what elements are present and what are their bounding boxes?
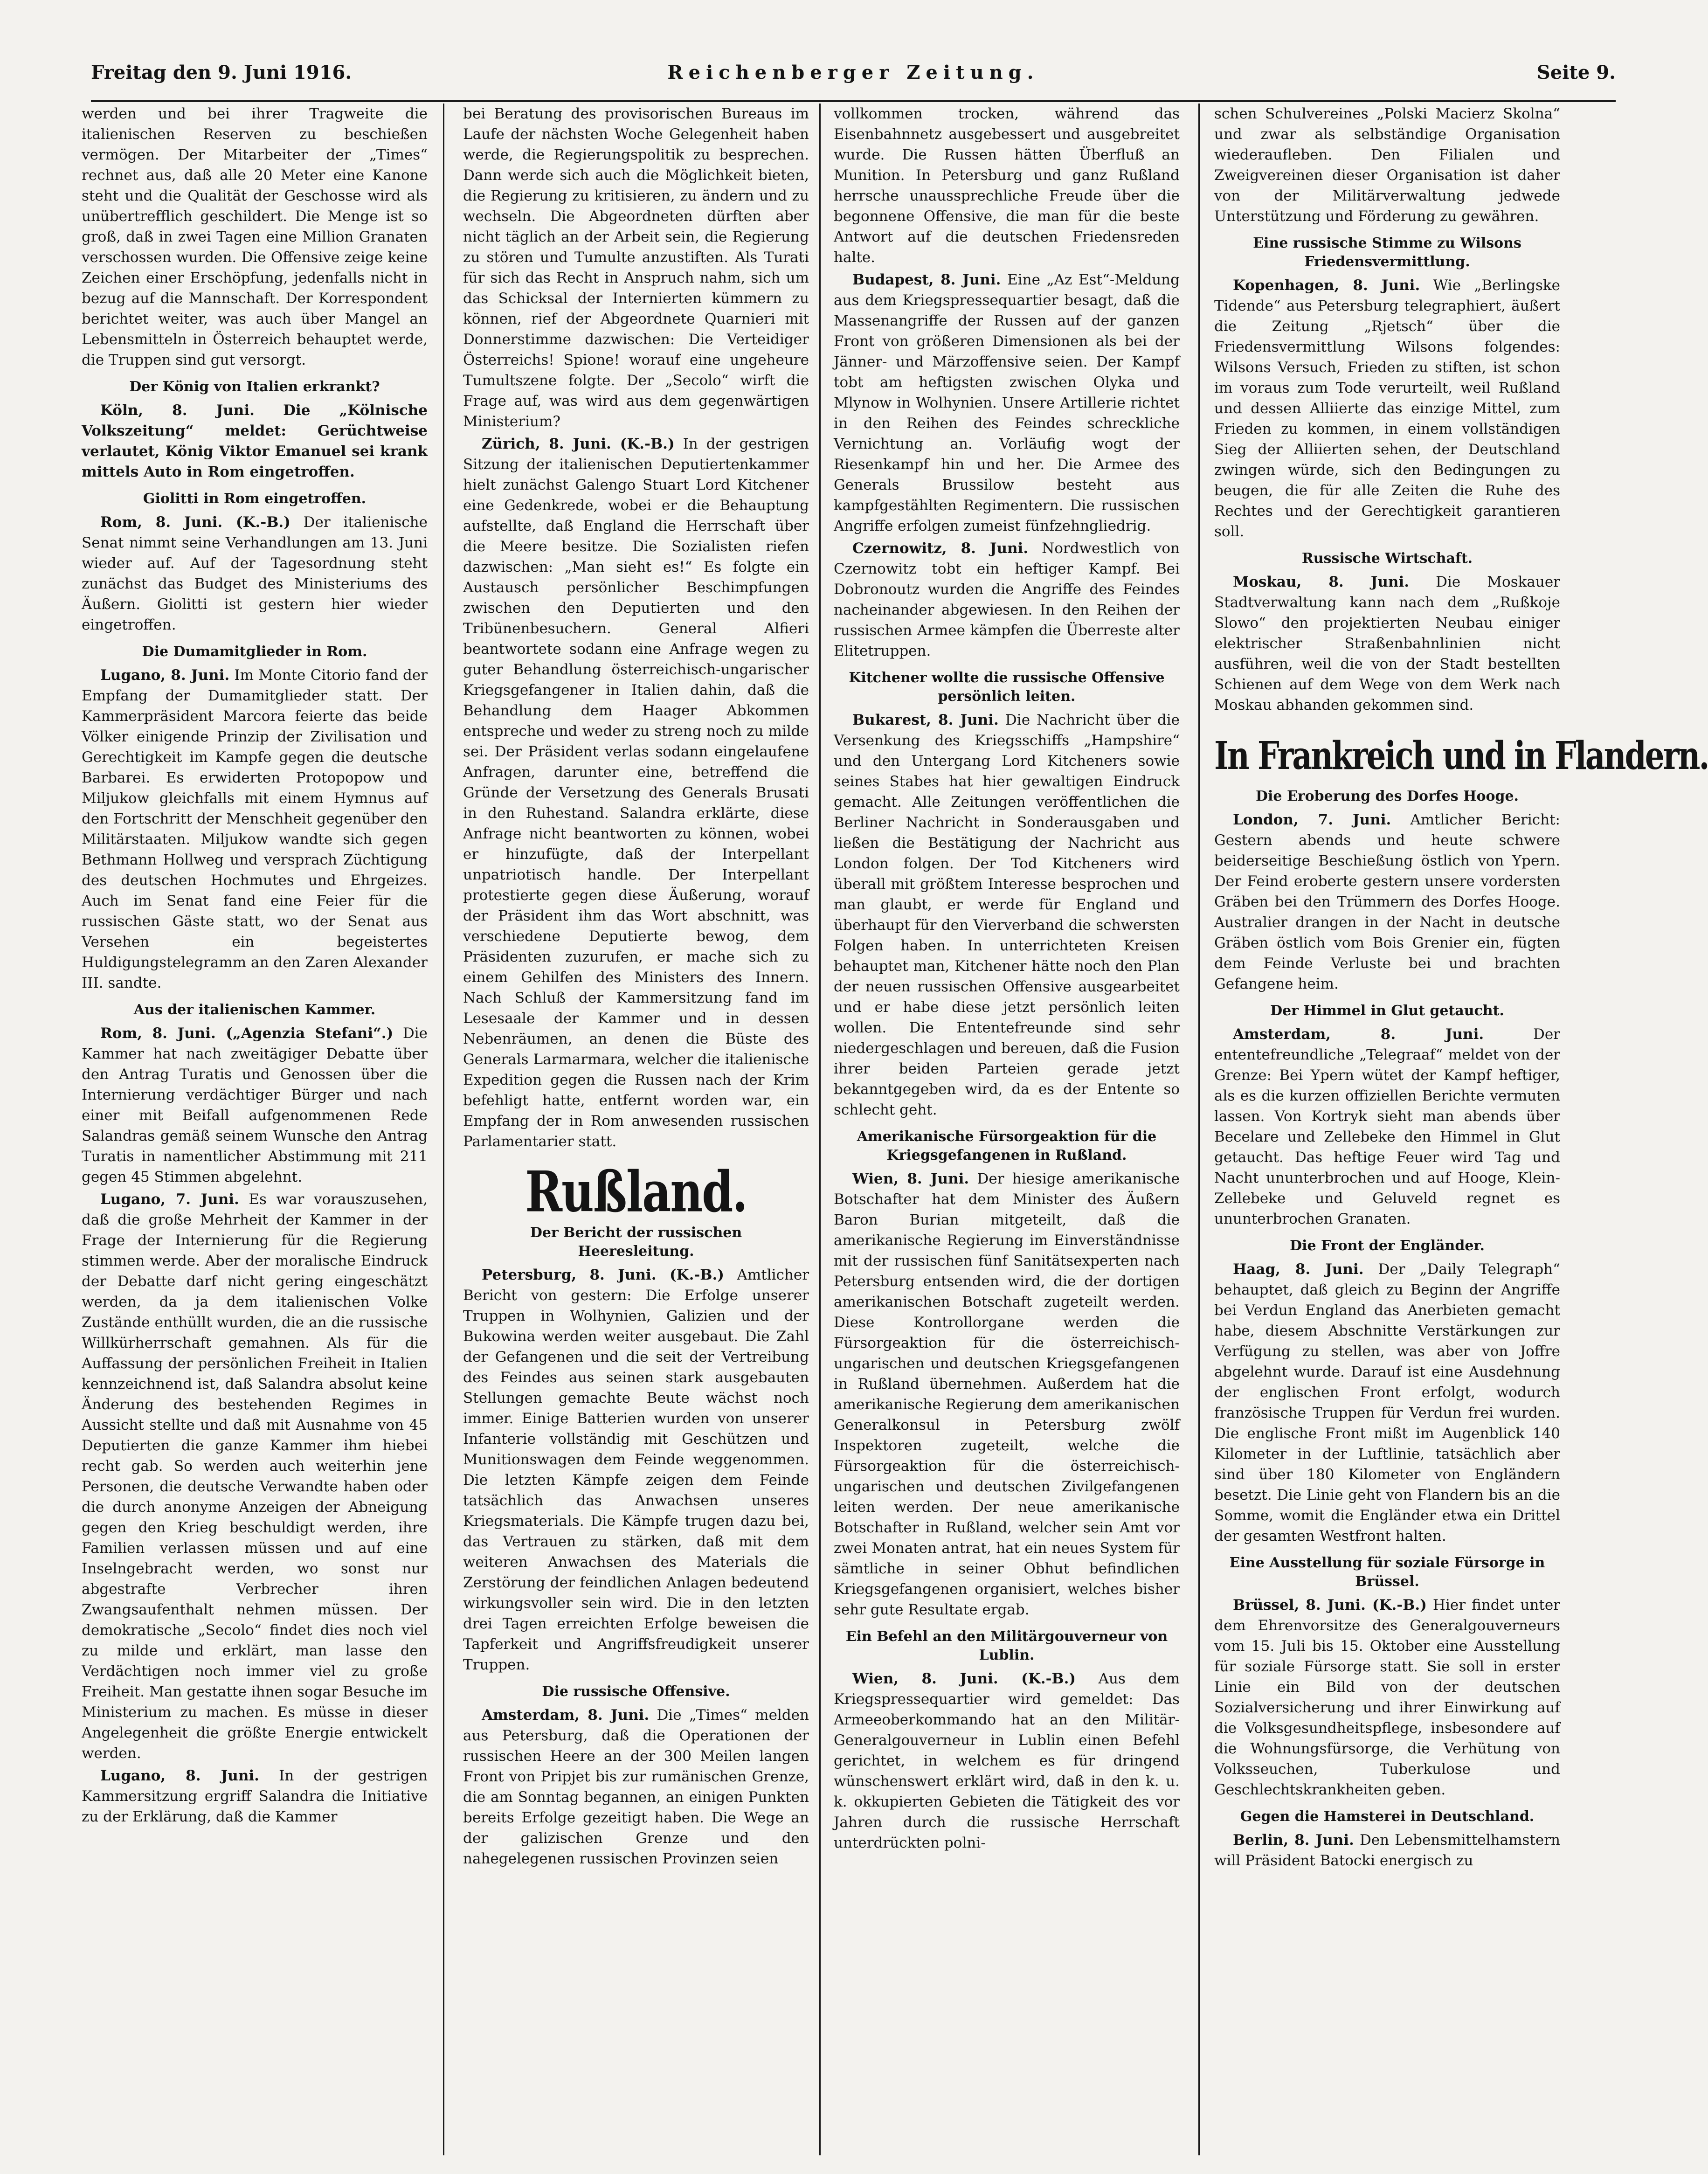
dateline: London, 7. Juni.	[1233, 811, 1391, 828]
article-headline: Aus der italienischen Kammer.	[133, 1002, 376, 1018]
article-headline: Gegen die Hamsterei in Deutschland.	[1240, 1808, 1535, 1825]
article-paragraph	[1214, 572, 1560, 715]
article-paragraph: schen Schulvereines „Polski Macierz Skolna“ und zwar als selbständige Organisation wiederaufleben. Den Filialen und Zweigvereinen dieser Organisation ist daher von der Militärverwaltung jedwede Unterstützung und Förderung zu gewähren.	[1214, 105, 1560, 225]
article-headline: Eine russische Stimme zu Wilsons Friedensvermittlung.	[1253, 235, 1521, 270]
article-paragraph: werden und bei ihrer Tragweite die italienischen Reserven zu beschießen vermögen. Der Mitarbeiter der „Times“ rechnet aus, daß alle 20 Meter eine Kanone steht und die Qualität der Geschosse wird als unübertrefflich geschildert. Die Menge ist so groß, daß in zwei Tagen eine Million Granaten verschossen wurden. Die Offensive zeige keine Zeichen einer Erschöpfung, jedenfalls nicht in bezug auf die Mannschaft. Der Korrespondent berichtet weiter, was auch über Mangel an Lebensmitteln in Österreich behauptet werde, die Truppen sind gut versorgt.	[82, 105, 428, 368]
column-2	[463, 104, 809, 2155]
column-rule	[1198, 104, 1200, 2155]
dateline: Wien, 8. Juni.	[852, 1170, 969, 1187]
dateline: Rom, 8. Juni. („Agenzia Stefani“.)	[100, 1025, 394, 1042]
dateline: Petersburg, 8. Juni. (K.-B.)	[482, 1267, 724, 1283]
article-headline: Die russische Offensive.	[542, 1683, 730, 1700]
article-body: Die Nachricht über die Versenkung des Kriegsschiffs „Hampshire“ und den Untergang Lord Kitcheners sowie seines Stabes hat hier gewaltigen Eindruck gemacht. Alle Zeitungen veröffentlichen die Berliner Nachricht in Sonderausgaben und ließen die Bestätigung der Nachricht aus London folgen. Der Tod Kitcheners wird überall mit größtem Interesse besprochen und man glaubt, er werde für England und überhaupt für den Vierverband die schwersten Folgen haben. In unterrichteten Kreisen behauptet man, Kitchener hätte noch den Plan der neuen russischen Offensive ausgearbeitet und er habe diese jetzt persönlich leiten wollen. Die Ententefreunde sind sehr niedergeschlagen und bereuen, daß die Fusion ihrer beiden Parteien gerade jetzt bekanntgegeben wird, da es der Entente so schlecht geht.	[834, 712, 1180, 1118]
article-paragraph	[82, 1766, 428, 1827]
article-paragraph	[1214, 1830, 1560, 1871]
article-headline: Die Front der Engländer.	[1290, 1238, 1485, 1254]
article-paragraph	[82, 665, 428, 993]
article-paragraph	[834, 1669, 1180, 1853]
article-paragraph	[834, 1169, 1180, 1620]
page-number: Seite 9.	[1536, 62, 1616, 83]
article-paragraph	[1214, 1595, 1560, 1800]
article-paragraph	[1214, 810, 1560, 994]
dateline: Amsterdam, 8. Juni.	[482, 1707, 650, 1724]
article-body: Wie „Berlingske Tidende“ aus Petersburg telegraphiert, äußert die Zeitung „Rjetsch“ über die Friedensvermittlung Wilsons folgendes: Wilsons Versuch, Frieden zu stiften, ist schon im voraus zum Tode verurteilt, weil Rußland und dessen Alliierte das einzige Mittel, zum Frieden zu kommen, in einem vollständigen Sieg der Alliierten sehen, der Deutschland zwingen würde, sich den Bedingungen zu beugen, die für alle Zeiten die Ruhe des Rechtes und der Gerechtigkeit garantieren soll.	[1214, 277, 1560, 540]
column-rule	[443, 104, 444, 2155]
article-body: Eine „Az Est“-Meldung aus dem Kriegspressequartier besagt, daß die Massenangriffe der Russen auf der ganzen Front von größeren Dimensionen als bei der Jänner- und Märzoffensive seien. Der Kampf tobt am heftigsten zwischen Olyka und Mlynow in Wolhynien. Unsere Artillerie richtet in den Reihen des Feindes schreckliche Vernichtung an. Vorläufig wogt der Riesenkampf hin und her. Die Armee des Generals Brussilow besteht aus kampfgestählten Regimentern. Die russischen Angriffe erfolgen zumeist fünfzehngliedrig.	[834, 271, 1180, 534]
article-headline: Der König von Italien erkrankt?	[129, 379, 380, 395]
article-headline: Kitchener wollte die russische Offensive persönlich leiten.	[849, 670, 1165, 705]
article-body: Amtlicher Bericht: Gestern abends und heute schwere beiderseitige Beschießung östlich von Ypern. Der Feind eroberte gestern unsere vordersten Gräben bei den Trümmern des Dorfes Hooge. Australier drangen in der Nacht in deutsche Gräben östlich vom Bois Grenier ein, fügten dem Feinde Verluste bei und brachten Gefangene heim.	[1214, 811, 1560, 992]
dateline: Amsterdam, 8. Juni.	[1233, 1026, 1484, 1043]
article-headline: Eine Ausstellung für soziale Fürsorge in Brüssel.	[1229, 1555, 1545, 1590]
article-headline: Giolitti in Rom eingetroffen.	[143, 491, 366, 507]
article-paragraph: bei Beratung des provisorischen Bureaus im Laufe der nächsten Woche Gelegenheit haben werde, die Regierungspolitik zu besprechen. Dann werde sich auch die Möglichkeit bieten, die Regierung zu kritisieren, zu ändern und zu wechseln. Die Abgeordneten dürften aber nicht täglich an der Arbeit sein, die Regierung zu stören und Tumulte anzustiften. Als Turati für sich das Recht in Anspruch nahm, sich um das Schicksal der Internierten kümmern zu können, rief der Abgeordnete Quarnieri mit Donnerstimme dazwischen: Die Verteidiger Österreichs! Spione! worauf eine ungeheure Tumultszene folgte. Der „Secolo“ wirft die Frage auf, was wird aus dem gegenwärtigen Ministerium?	[463, 105, 809, 430]
article-body: Die Moskauer Stadtverwaltung kann nach dem „Rußkoje Slowo“ den projektierten Neubau einiger elektrischer Straßenbahnlinien nicht ausführen, weil die von der Stadt bestellten Schienen auf dem Wege von dem Werk nach Moskau abhanden gekommen sind.	[1214, 574, 1560, 713]
article-body: Es war vorauszusehen, daß die große Mehrheit der Kammer in der Frage der Internierung für die Regierung stimmen werde. Aber der moralische Eindruck der Debatte darf nicht gering eingeschätzt werden, da ja dem italienischen Volke Zustände enthüllt wurden, die an die russische Willkürherrschaft gemahnen. Als für die Auffassung der persönlichen Freiheit in Italien kennzeichnend ist, daß Salandra absolut keine Änderung des bestehenden Regimes in Aussicht stellte und daß mit Ausnahme von 45 Deputierten die ganze Kammer ihm hiebei recht gab. So werden auch weiterhin jene Personen, die deutsche Verwandte haben oder die durch anonyme Anzeigen der Abneigung gegen den Krieg beschuldigt werden, ihre Familien verlassen müssen und auf eine Inselngebracht werden, wo sonst nur abgestrafte Verbrecher ihren Zwangsaufenthalt nehmen müssen. Der demokratische „Secolo“ findet dies noch viel zu milde und erklärt, man lasse den Verdächtigen noch immer viel zu große Freiheit. Man gestatte ihnen sogar Besuche im Ministerium zu machen. Es müsse in dieser Angelegenheit die größte Energie entwickelt werden.	[82, 1191, 428, 1762]
article-body: Den Lebensmittelhamstern will Präsident Batocki energisch zu	[1214, 1832, 1560, 1869]
article-headline: Ein Befehl an den Militärgouverneur von Lublin.	[845, 1628, 1168, 1663]
article-paragraph	[82, 1023, 428, 1187]
article-headline: Der Bericht der russischen Heeresleitung.	[530, 1225, 742, 1260]
newspaper-title: Reichenberger Zeitung.	[667, 62, 1039, 83]
article-body: Aus dem Kriegspressequartier wird gemeldet: Das Armeeoberkommando hat an den Militär-Generalgouverneur in Lublin einen Befehl gerichtet, in welchem es für dringend wünschenswert erklärt wird, daß in den k. u. k. okkupierten Gebieten die Tätigkeit des vor Jahren durch die russische Herrschaft unterdrückten polni-	[834, 1670, 1180, 1851]
section-heading: Rußland.	[525, 1158, 747, 1225]
article-paragraph: vollkommen trocken, während das Eisenbahnnetz ausgebessert und ausgebreitet wurde. Die Russen hätten Überfluß an Munition. In Petersburg und ganz Rußland herrsche unaussprechliche Freude über die begonnene Offensive, die man für die beste Antwort auf die deutschen Friedensreden halte.	[834, 105, 1180, 266]
column-1	[82, 104, 428, 2155]
column-4	[1214, 104, 1708, 2155]
article-paragraph	[463, 1265, 809, 1675]
dateline: Kopenhagen, 8. Juni.	[1233, 277, 1420, 294]
article-body: In der gestrigen Sitzung der italienischen Deputiertenkammer hielt zunächst Galengo Stuart Lord Kitchener eine Gedenkrede, wobei er die Behauptung aufstellte, daß England die Herrschaft über die Meere besitze. Die Sozialisten riefen dazwischen: „Man sieht es!“ Es folgte ein Austausch persönlicher Beschimpfungen zwischen den Deputierten und den Tribünenbesuchern. General Alfieri beantwortete sodann eine Anfrage wegen zu guter Behandlung österreichisch-ungarischer Kriegsgefangener in Italien dahin, daß die Behandlung dem Haager Abkommen entspreche und weder zu streng noch zu milde sei. Der Präsident verlas sodann eingelaufene Anfragen, darunter eine, betreffend die Gründe der Versetzung des Generals Brusati in den Ruhestand. Salandra erklärte, diese Anfrage nicht beantworten zu können, wobei er hinzufügte, daß der Interpellant unpatriotisch handle. Der Interpellant protestierte gegen diese Äußerung, worauf der Präsident ihm das Wort abschnitt, was verschiedene Deputierte bewog, dem Präsidenten zuzurufen, er mache sich zu einem Gehilfen des Ministers des Innern. Nach Schluß der Kammersitzung fand im Lesesaale der Kammer und in dessen Nebenräumen, an denen die Büste des Generals Larmarmara, welcher die italienische Expedition gegen die Russen nach der Krim befehligt hatte, entfernt worden war, ein Empfang der in Rom anwesenden russischen Parlamentarier statt.	[463, 436, 809, 1150]
dateline: Rom, 8. Juni. (K.-B.)	[100, 514, 290, 531]
article-headline: Russische Wirtschaft.	[1301, 550, 1473, 567]
article-body: Der ententefreundliche „Telegraaf“ meldet von der Grenze: Bei Ypern wütet der Kampf heftiger, als es die kurzen offiziellen Berichte vermuten lassen. Von Kortryk sieht man abends über Becelare und Zellebeke den Himmel in Glut getaucht. Das heftige Feuer wird Tag und Nacht ununterbrochen und auf Hooge, Klein-Zellebeke und Geluveld regnet es ununterbrochen Granaten.	[1214, 1026, 1560, 1227]
article-body: Hier findet unter dem Ehrenvorsitze des Generalgouverneurs vom 15. Juli bis 15. Oktober eine Ausstellung für soziale Fürsorge statt. Sie soll in erster Linie ein Bild von der deutschen Sozialversicherung und ihrer Einwirkung auf die Volksgesundheitspflege, insbesondere auf die Wohnungsfürsorge, die Verhütung von Volksseuchen, Tuberkulose und Geschlechtskrankheiten geben.	[1214, 1597, 1560, 1798]
article-body: Der „Daily Telegraph“ behauptet, daß gleich zu Beginn der Angriffe bei Verdun England das Anerbieten gemacht habe, diesem Abschnitte Verstärkungen zur Verfügung zu stellen, was aber von Joffre abgelehnt wurde. Darauf ist eine Ausdehnung der englischen Front erfolgt, wodurch französische Truppen für Verdun frei wurden. Die englische Front mißt im Augenblick 140 Kilometer in der Luftlinie, tatsächlich aber sind über 180 Kilometer von Engländern besetzt. Die Linie geht von Flandern bis an die Somme, womit die Engländer etwa ein Drittel der gesamten Westfront halten.	[1214, 1261, 1560, 1544]
article-headline: Die Dumamitglieder in Rom.	[142, 644, 367, 660]
article-body: Der hiesige amerikanische Botschafter hat dem Minister des Äußern Baron Burian mitgeteilt, daß die amerikanische Regierung im Einverständnisse mit der russischen fünf Sanitätsexperten nach Petersburg entsenden wird, die der dortigen amerikanischen Botschaft zugeteilt werden. Diese Kontrollorgane werden die Fürsorgeaktion für die österreichisch-ungarischen und deutschen Kriegsgefangenen in Rußland übernehmen. Außerdem hat die amerikanische Regierung dem amerikanischen Generalkonsul in Petersburg zwölf Inspektoren zugeteilt, welche die Fürsorgeaktion für die österreichisch-ungarischen und deutschen Zivilgefangenen leiten werden. Der neue amerikanische Botschafter in Rußland, welcher sein Amt vor zwei Monaten antrat, hat ein neues System für sämtliche in seiner Obhut befindlichen Kriegsgefangenen organisiert, welches bisher sehr gute Resultate ergab.	[834, 1170, 1180, 1618]
dateline: Brüssel, 8. Juni. (K.-B.)	[1233, 1597, 1427, 1613]
dateline: Lugano, 7. Juni.	[100, 1191, 239, 1208]
article-paragraph	[82, 1189, 428, 1764]
article-headline: Die Eroberung des Dorfes Hooge.	[1256, 788, 1519, 804]
article-paragraph	[82, 400, 428, 482]
section-heading: In Frankreich und in Flandern.	[1214, 733, 1708, 778]
article-paragraph	[834, 538, 1180, 661]
dateline: Moskau, 8. Juni.	[1233, 574, 1410, 590]
dateline: Zürich, 8. Juni. (K.-B.)	[482, 436, 675, 452]
dateline: Wien, 8. Juni. (K.-B.)	[852, 1670, 1076, 1687]
dateline: Czernowitz, 8. Juni.	[852, 540, 1029, 557]
column-3	[834, 104, 1180, 2155]
dateline: Lugano, 8. Juni.	[100, 667, 230, 684]
article-paragraph	[834, 270, 1180, 536]
dateline: Lugano, 8. Juni.	[100, 1767, 259, 1784]
article-body: Im Monte Citorio fand der Empfang der Dumamitglieder statt. Der Kammerpräsident Marcora feierte das beide Völker einigende Prinzip der Zivilisation und Gerechtigkeit im Kampfe gegen die deutsche Barbarei. Es erwiderten Protopopow und Miljukow gleichfalls mit einem Hymnus auf den Fortschritt der Menschheit gegenüber den Militärstaaten. Miljukow wandte sich gegen Bethmann Hollweg und versprach Züchtigung des deutschen Hochmutes und Ehrgeizes. Auch im Senat fand eine Feier für die russischen Gäste statt, wo der Senat aus Versehen ein begeistertes Huldigungstelegramm an den Zaren Alexander III. sandte.	[82, 667, 428, 991]
dateline: Köln, 8. Juni.	[100, 402, 255, 419]
article-body: Die Kammer hat nach zweitägiger Debatte über den Antrag Turatis und Genossen über die Internierung verdächtiger Bürger und nach einer mit Beifall aufgenommenen Rede Salandras gemäß seinem Wunsche den Antrag Turatis in namentlicher Abstimmung mit 211 gegen 45 Stimmen abgelehnt.	[82, 1025, 428, 1185]
article-headline: Der Himmel in Glut getaucht.	[1270, 1003, 1504, 1019]
dateline: Budapest, 8. Juni.	[852, 271, 1001, 288]
article-paragraph	[1214, 1259, 1560, 1546]
article-headline: Amerikanische Fürsorgeaktion für die Kriegsgefangenen in Rußland.	[857, 1129, 1157, 1163]
article-paragraph	[1214, 1024, 1560, 1229]
article-paragraph	[463, 434, 809, 1152]
column-rule	[819, 104, 821, 2155]
article-paragraph	[463, 1705, 809, 1869]
dateline: Bukarest, 8. Juni.	[852, 712, 999, 728]
article-paragraph	[1214, 275, 1560, 542]
article-body: Amtlicher Bericht von gestern: Die Erfolge unserer Truppen in Wolhynien, Galizien und der Bukowina werden weiter ausgebaut. Die Zahl der Gefangenen und die seit der Vertreibung des Feindes aus seinen stark ausgebauten Stellungen gemachte Beute wächst noch immer. Einige Batterien wurden von unserer Infanterie vollständig mit Geschützen und Munitionswagen dem Feinde weggenommen. Die letzten Kämpfe zeigen dem Feinde tatsächlich das Anwachsen unseres Kriegsmaterials. Die Kämpfe trugen dazu bei, das Vertrauen zu stärken, daß mit dem weiteren Anwachsen des Materials die Zerstörung der feindlichen Anlagen bedeutend wirkungsvoller sein wird. Die in den letzten drei Tagen erreichten Erfolge beweisen die Tapferkeit und Angriffsfreudigkeit unserer Truppen.	[463, 1267, 809, 1673]
masthead	[91, 55, 1616, 102]
article-body: Die „Times“ melden aus Petersburg, daß die Operationen der russischen Heere an der 300 Meilen langen Front von Pripjet bis zur rumänischen Grenze, die am Sonntag begannen, an einigen Punkten bereits Erfolge gezeitigt haben. Die Wege an der galizischen Grenze und den nahegelegenen russischen Provinzen seien	[463, 1707, 809, 1867]
article-paragraph	[82, 512, 428, 635]
dateline: Berlin, 8. Juni.	[1233, 1832, 1354, 1849]
article-body: Die „Kölnische Volkszeitung“ meldet: Gerüchtweise verlautet, König Viktor Emanuel sei krank mittels Auto in Rom eingetroffen.	[82, 402, 428, 480]
dateline: Haag, 8. Juni.	[1233, 1261, 1364, 1278]
article-body: Der italienische Senat nimmt seine Verhandlungen am 13. Juni wieder auf. Auf der Tagesordnung steht zunächst das Budget des Ministeriums des Äußern. Giolitti ist gestern hier wieder eingetroffen.	[82, 514, 428, 633]
article-body: Nordwestlich von Czernowitz tobt ein heftiger Kampf. Bei Dobronoutz wurden die Angriffe des Feindes nacheinander abgewiesen. In den Reihen der russischen Armee kämpfen die Überreste alter Elitetruppen.	[834, 540, 1180, 659]
article-body: In der gestrigen Kammersitzung ergriff Salandra die Initiative zu der Erklärung, daß die Kammer	[82, 1767, 428, 1825]
article-paragraph	[834, 710, 1180, 1120]
issue-date: Freitag den 9. Juni 1916.	[91, 62, 352, 83]
